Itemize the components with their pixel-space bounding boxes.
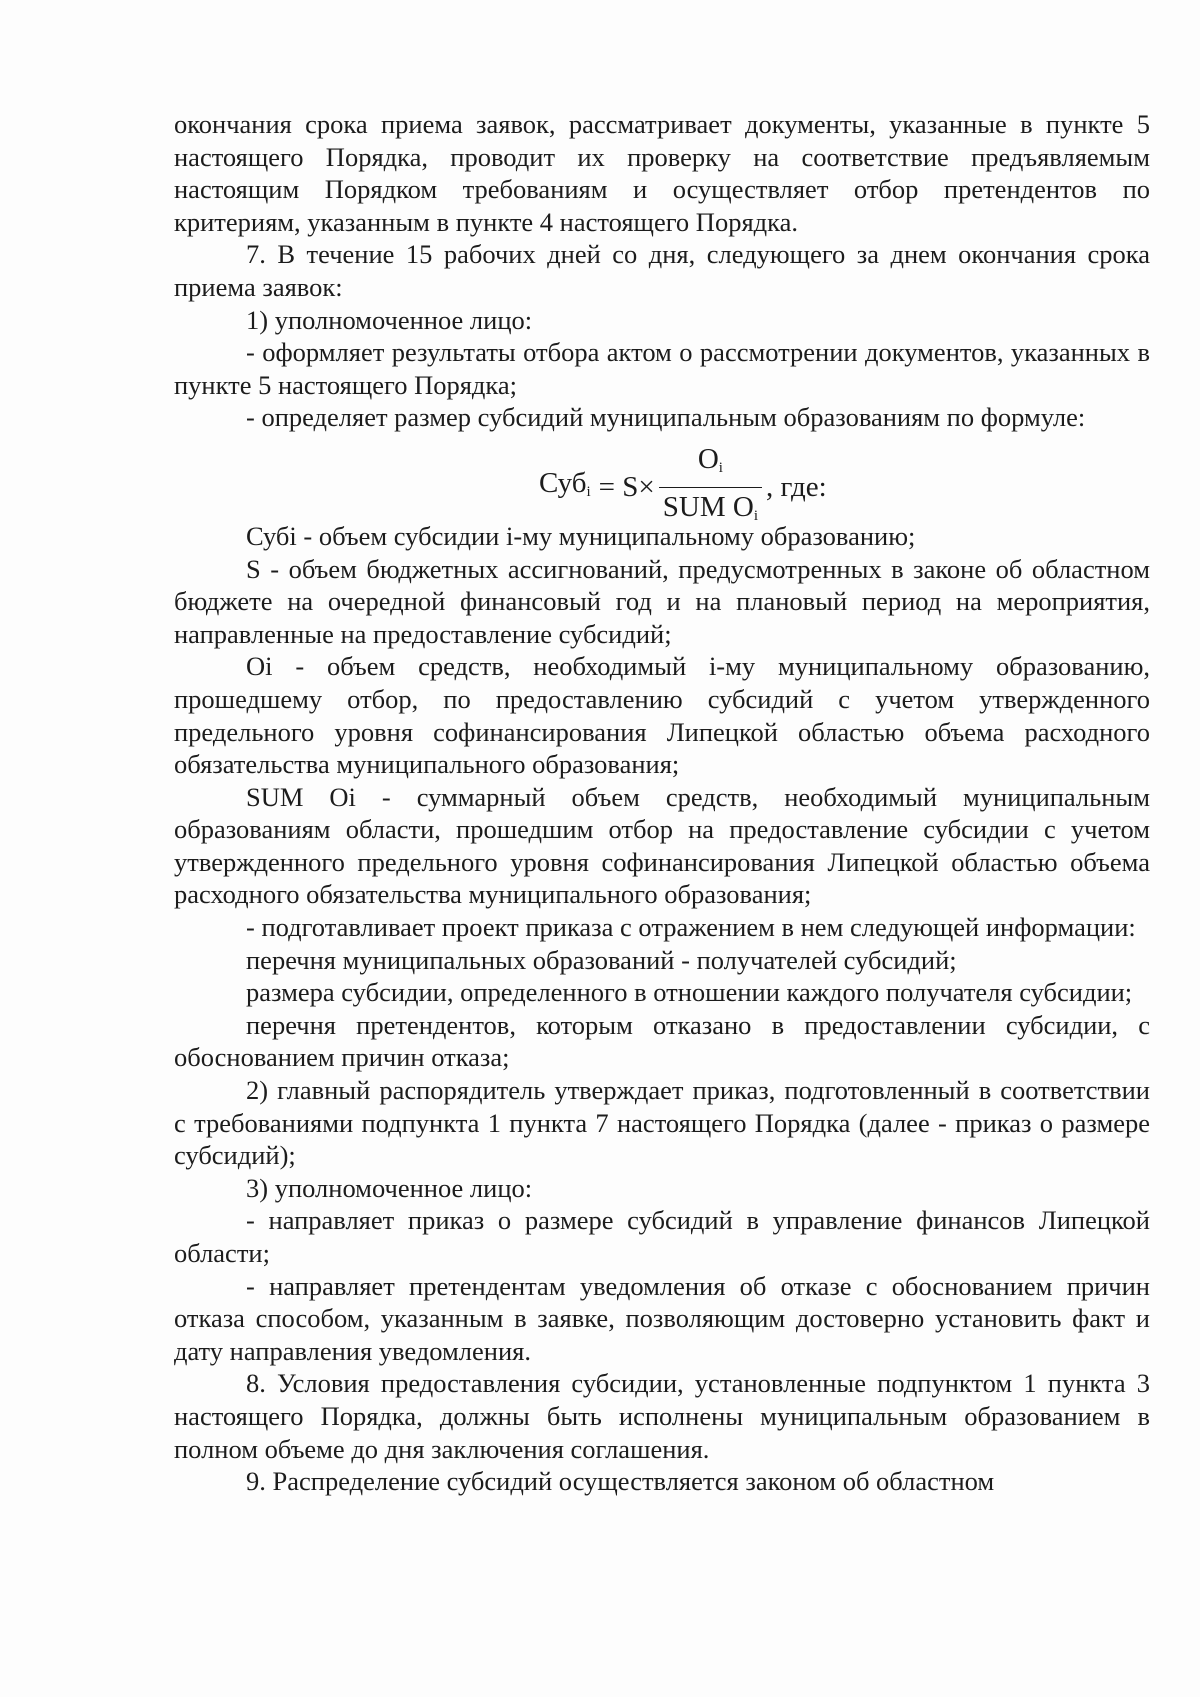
formula-denominator: SUM $O_i$ <box>659 487 762 533</box>
paragraph: перечня муниципальных образований - получателей субсидий; <box>246 944 957 975</box>
paragraph: - направляет претендентам уведомления об отказе с обоснованием причин отказа способом, указанным в заявке, позволяющим достоверно установить факт и дату направления уведомления. <box>174 1270 1150 1366</box>
paragraph: 2) главный распорядитель утверждает приказ, подготовленный в соответствии с требованиями подпункта 1 пункта 7 настоящего Порядка (далее - приказ о размере субсидий); <box>174 1075 1150 1171</box>
paragraph: перечня претендентов, которым отказано в предоставлении субсидии, с обоснованием причин отказа; <box>174 1009 1150 1073</box>
paragraph: 1) уполномоченное лицо: <box>246 304 533 335</box>
formula-equals: = S× <box>598 471 655 504</box>
formula-numerator: $O_i$ <box>697 442 723 476</box>
formula-lhs: Суб$_i$ <box>539 466 591 500</box>
paragraph: - определяет размер субсидий муниципальным образованиям по формуле: <box>246 402 1086 433</box>
formula-fraction <box>659 442 762 533</box>
paragraph: 9. Распределение субсидий осуществляется законом об областном <box>246 1466 995 1497</box>
paragraph: Субi - объем субсидии i-му муниципальному образованию; <box>246 520 916 551</box>
paragraph: размера субсидии, определенного в отношении каждого получателя субсидии; <box>246 977 1133 1008</box>
paragraph: 7. В течение 15 рабочих дней со дня, следующего за днем окончания срока приема заявок: <box>174 239 1150 302</box>
paragraph: - подготавливает проект приказа с отражением в нем следующей информации: <box>246 912 1136 943</box>
paragraph: - оформляет результаты отбора актом о рассмотрении документов, указанных в пункте 5 настоящего Порядка; <box>174 337 1150 400</box>
formula-expression <box>539 442 827 533</box>
paragraphs-after-formula <box>174 520 1150 1498</box>
paragraph: 8. Условия предоставления субсидии, установленные подпунктом 1 пункта 3 настоящего Порядка, должны быть исполнены муниципальным образованием в полном объеме до дня заключения соглашения. <box>174 1368 1150 1464</box>
paragraph: окончания срока приема заявок, рассматривает документы, указанные в пункте 5 настоящего Порядка, проводит их проверку на соответствие предъявляемым настоящим Порядком требованиям и осуществляет отбор претендентов по критериям, указанным в пункте 4 настоящего Порядка. <box>174 109 1150 237</box>
formula-suffix: , где: <box>766 471 827 504</box>
paragraph: SUM Oi - суммарный объем средств, необходимый муниципальным образованиям области, прошедшим отбор на предоставление субсидии с учетом утвержденного предельного уровня софинансирования Липецкой областью объема расходного обязательства муниципального образования; <box>174 781 1150 910</box>
paragraph: 3) уполномоченное лицо: <box>246 1172 533 1203</box>
paragraph: Oi - объем средств, необходимый i-му муниципальному образованию, прошедшему отбор, по предоставлению субсидий с учетом утвержденного предельного уровня софинансирования Липецкой областью объема расходного обязательства муниципального образования; <box>174 651 1150 780</box>
document-body <box>174 108 1150 1498</box>
paragraph: - направляет приказ о размере субсидий в управление финансов Липецкой области; <box>174 1205 1150 1268</box>
subsidy-formula <box>174 434 1150 524</box>
paragraph: S - объем бюджетных ассигнований, предусмотренных в законе об областном бюджете на очередной финансовый год и на плановый период на мероприятия, направленные на предоставление субсидий; <box>174 553 1150 649</box>
paragraphs-before-formula <box>174 108 1150 434</box>
